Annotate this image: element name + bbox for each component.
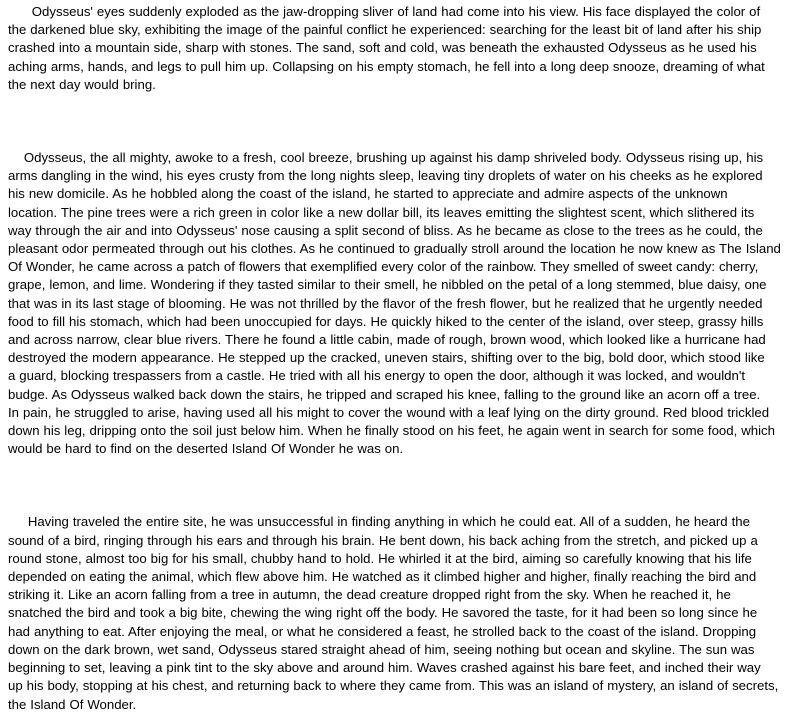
paragraph-spacer bbox=[8, 94, 800, 149]
paragraph-spacer bbox=[8, 458, 800, 513]
paragraph-3: Having traveled the entire site, he was unsuccessful in finding anything in which he could eat. All of a sudden, he heard the sound of a bird, ringing through his ears and through his brain. He bent down, his back aching from the stretch, and picked up a round stone, almost too big for his small, chubby hand to hold. He whirled it at the bird, aiming so carefully knowing that his life depended on eating the animal, which flew above him. He watched as it climbed higher and higher, finally reaching the bird and striking it. Like an acorn falling from a tree in autumn, the dead creature dropped right from the sky. When he reached it, he snatched the bird and took a big bite, chewing the wing right off the body. He savored the taste, for it had been so long since he had anything to eat. After enjoying the meal, or what he considered a feast, he strolled back to the coast of the island. Dropping down on the dark brown, wet sand, Odysseus stared straight ahead of him, seeing nothing but ocean and skyline. The sun was beginning to set, leaving a pink tint to the sky above and around him. Waves crashed against his bare feet, and inched their way up his body, stopping at his chest, and returning back to where they came from. This was an island of mystery, an island of secrets, the Island Of Wonder. bbox=[8, 514, 779, 712]
paragraph-2: Odysseus, the all mighty, awoke to a fresh, cool breeze, brushing up against his damp shriveled body. Odysseus rising up, his arms dangling in the wind, his eyes crusty from the long nights sleep, leaving tiny droplets of water on his cheeks as he explored his new domicile. As he hobbled along the coast of the island, he started to appreciate and admire aspects of the unknown location. The pine trees were a rich green in color like a new dollar bill, its leaves emitting the slightest scent, which slithered its way through the air and into Odysseus' nose causing a split second of bliss. As he became as close to the trees as he could, the pleasant odor permeated through out his clothes. As he continued to gradually stroll around the location he now knew as The Island Of Wonder, he came across a patch of flowers that exemplified every color of the rainbow. They smelled of sweet candy: cherry, grape, lemon, and lime. Wondering if they tasted similar to their smell, he nibbled on the petal of a long stemmed, blue daisy, one that was in its last stage of blooming. He was not thrilled by the flavor of the fresh flower, but he realized that he urgently needed food to fill his stomach, which had been unoccupied for days. He quickly hiked to the center of the island, over steep, grassy hills and across narrow, clear blue rivers. There he found a little cabin, made of rough, brown wood, which looked like a hurricane had destroyed the modern appearance. He stepped up the cracked, uneven stairs, shifting over to the big, bold door, which stood like a guard, blocking trespassers from a castle. He tried with all his energy to open the door, although it was locked, and wouldn't budge. As Odysseus walked back down the stairs, he tripped and scraped his knee, falling to the ground like an acorn off a tree. In pain, he struggled to arise, having used all his might to cover the wound with a leaf lying on the dirty ground. Red blood trickled down his leg, dripping onto the soil just below him. When he finally stood on his feet, he again went in search for some food, which would be hard to find on the deserted Island Of Wonder he was on. bbox=[8, 150, 781, 457]
paragraph-1: Odysseus' eyes suddenly exploded as the jaw-dropping sliver of land had come into his view. His face displayed the color of the darkened blue sky, exhibiting the image of the painful conflict he experienced: searching for the least bit of land after his ship crashed into a mountain side, sharp with stones. The sand, soft and cold, was beneath the exhausted Odysseus as he used his aching arms, hands, and legs to pull him up. Collapsing on his empty stomach, he fell into a long deep snooze, dreaming of what the next day would bring. bbox=[8, 4, 765, 92]
